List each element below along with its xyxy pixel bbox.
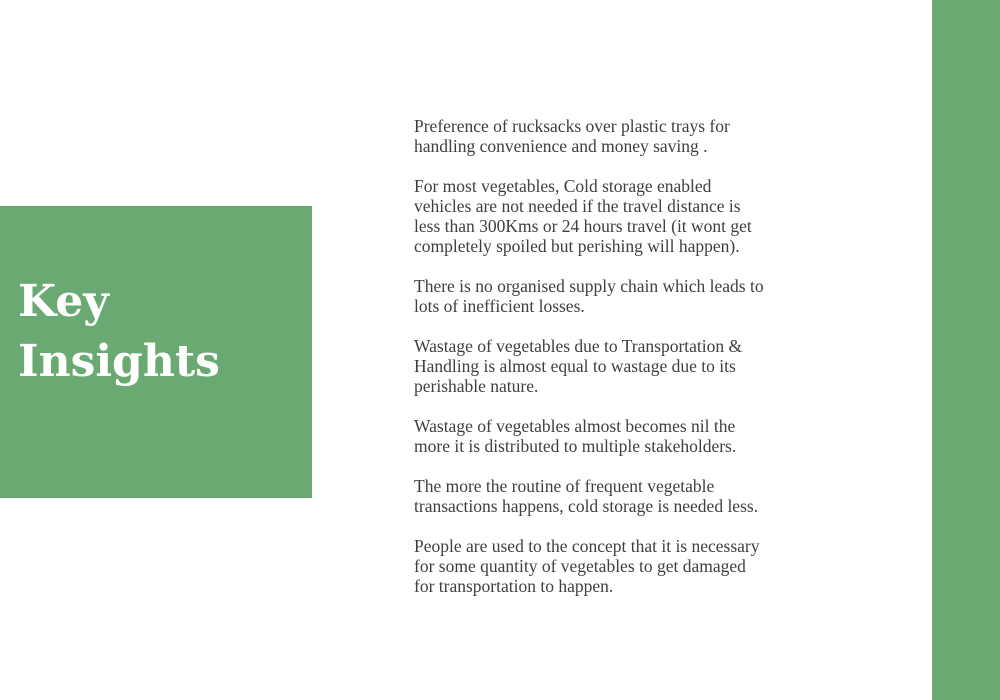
insight-line: There is no organised supply chain which leads to	[414, 276, 764, 296]
insight-line: Wastage of vegetables due to Transportation &	[414, 336, 743, 356]
insight-line: completely spoiled but perishing will happen).	[414, 236, 740, 256]
right-accent-stripe	[932, 0, 1000, 700]
insights-list	[414, 116, 834, 616]
insight-line: People are used to the concept that it is necessary	[414, 536, 760, 556]
insight-item	[414, 116, 834, 156]
insight-line: more it is distributed to multiple stakeholders.	[414, 436, 737, 456]
insight-line: handling convenience and money saving .	[414, 136, 708, 156]
insight-line: Wastage of vegetables almost becomes nil the	[414, 416, 736, 436]
insight-item	[414, 336, 834, 396]
insight-item	[414, 416, 834, 456]
insight-item	[414, 276, 834, 316]
page-title-line-1: Key	[18, 276, 109, 327]
insight-line: The more the routine of frequent vegetable	[414, 476, 715, 496]
insight-line: lots of inefficient losses.	[414, 296, 585, 316]
insight-item	[414, 476, 834, 516]
insight-line: for some quantity of vegetables to get damaged	[414, 556, 746, 576]
insight-line: vehicles are not needed if the travel distance is	[414, 196, 741, 216]
insight-item	[414, 536, 834, 596]
insight-line: transactions happens, cold storage is needed less.	[414, 496, 759, 516]
insight-line: perishable nature.	[414, 376, 539, 396]
page-title-line-2: Insights	[18, 336, 220, 387]
insight-line: Handling is almost equal to wastage due to its	[414, 356, 736, 376]
page-title	[18, 272, 220, 392]
insight-line: less than 300Kms or 24 hours travel (it wont get	[414, 216, 752, 236]
insight-line: Preference of rucksacks over plastic trays for	[414, 116, 730, 136]
insight-line: for transportation to happen.	[414, 576, 614, 596]
insight-item	[414, 176, 834, 256]
insight-line: For most vegetables, Cold storage enabled	[414, 176, 712, 196]
